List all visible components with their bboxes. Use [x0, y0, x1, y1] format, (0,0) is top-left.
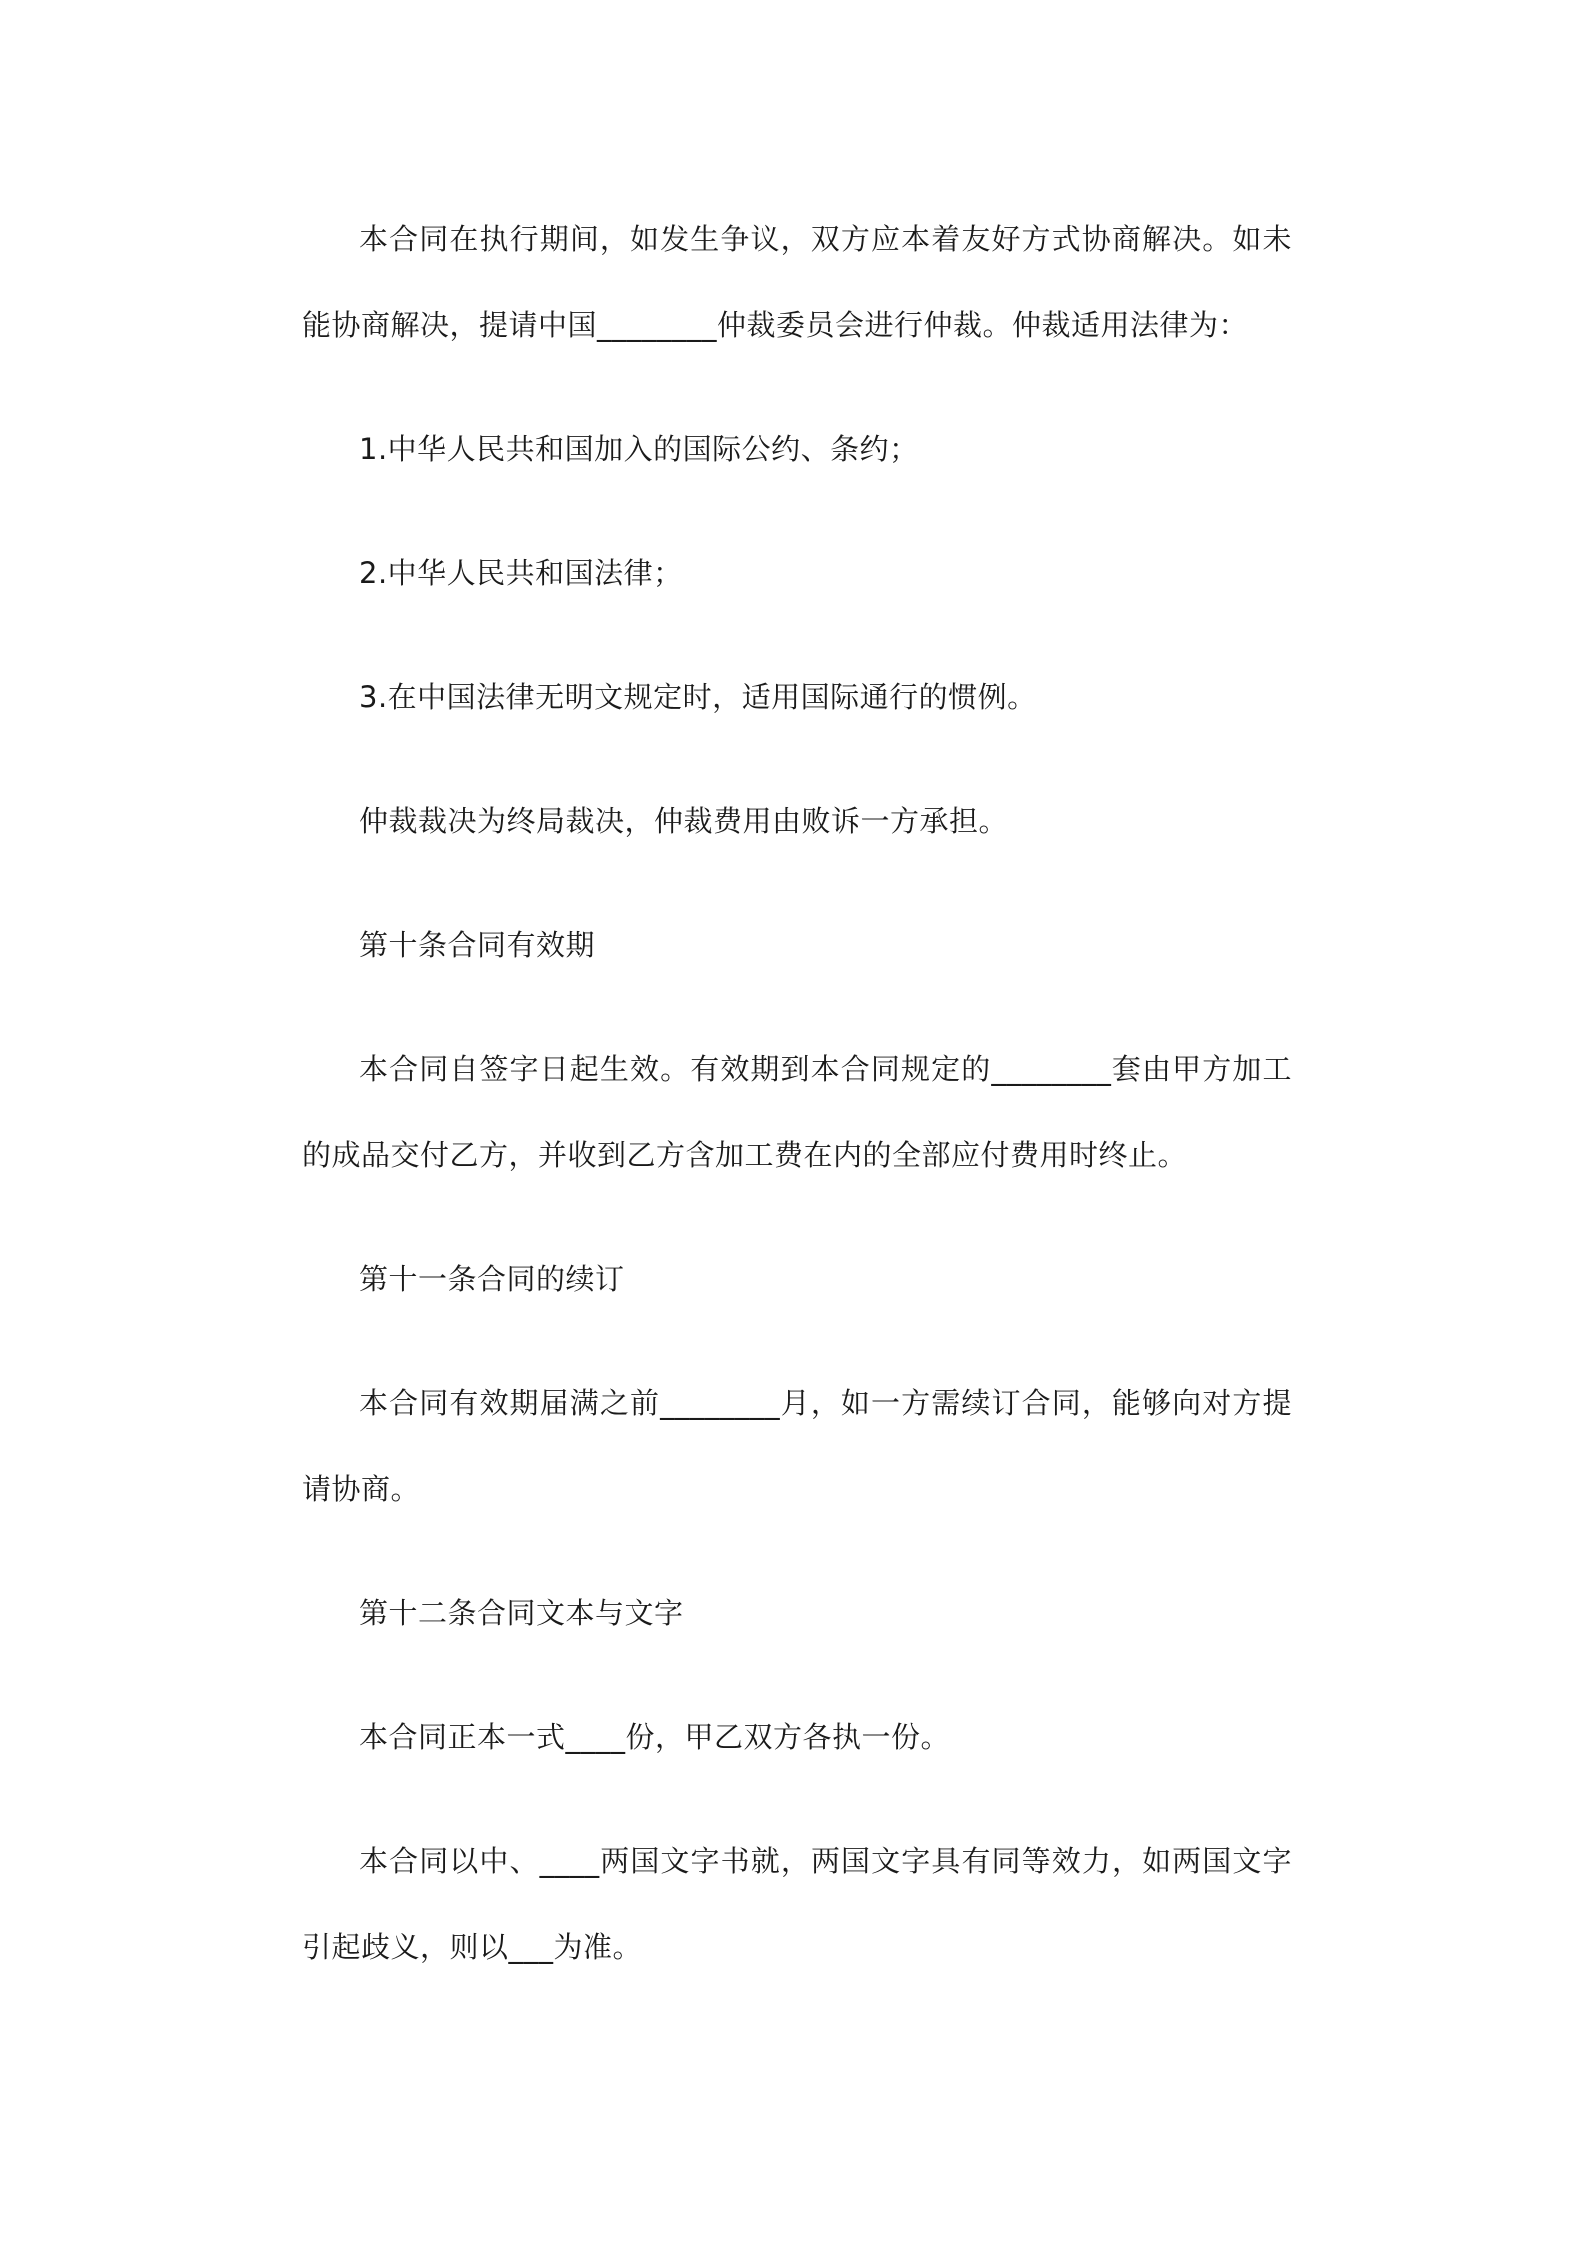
section-heading-article-10: 第十条合同有效期	[359, 928, 596, 962]
paragraph-copies: 本合同正本一式____份，甲乙双方各执一份。	[359, 1720, 951, 1754]
paragraph-law-item-3: 3.在中国法律无明文规定时，适用国际通行的惯例。	[359, 680, 1037, 714]
paragraph-law-item-2: 2.中华人民共和国法律；	[359, 556, 683, 590]
paragraph-languages: 本合同以中、____两国文字书就，两国文字具有同等效力，如两国文字引起歧义，则以___为准。	[302, 1844, 1292, 1964]
paragraph-law-item-1: 1.中华人民共和国加入的国际公约、条约；	[359, 432, 919, 466]
section-heading-article-12: 第十二条合同文本与文字	[359, 1596, 684, 1630]
paragraph-validity-period: 本合同自签字日起生效。有效期到本合同规定的________套由甲方加工的成品交付乙方，并收到乙方含加工费在内的全部应付费用时终止。	[302, 1052, 1292, 1172]
paragraph-arbitration-award: 仲裁裁决为终局裁决，仲裁费用由败诉一方承担。	[359, 804, 1009, 838]
section-heading-article-11: 第十一条合同的续订	[359, 1262, 625, 1296]
paragraph-renewal: 本合同有效期届满之前________月，如一方需续订合同，能够向对方提请协商。	[302, 1386, 1292, 1506]
paragraph-dispute-resolution: 本合同在执行期间，如发生争议，双方应本着友好方式协商解决。如未能协商解决，提请中国________仲裁委员会进行仲裁。仲裁适用法律为：	[302, 222, 1292, 342]
document-body	[302, 196, 1292, 1990]
